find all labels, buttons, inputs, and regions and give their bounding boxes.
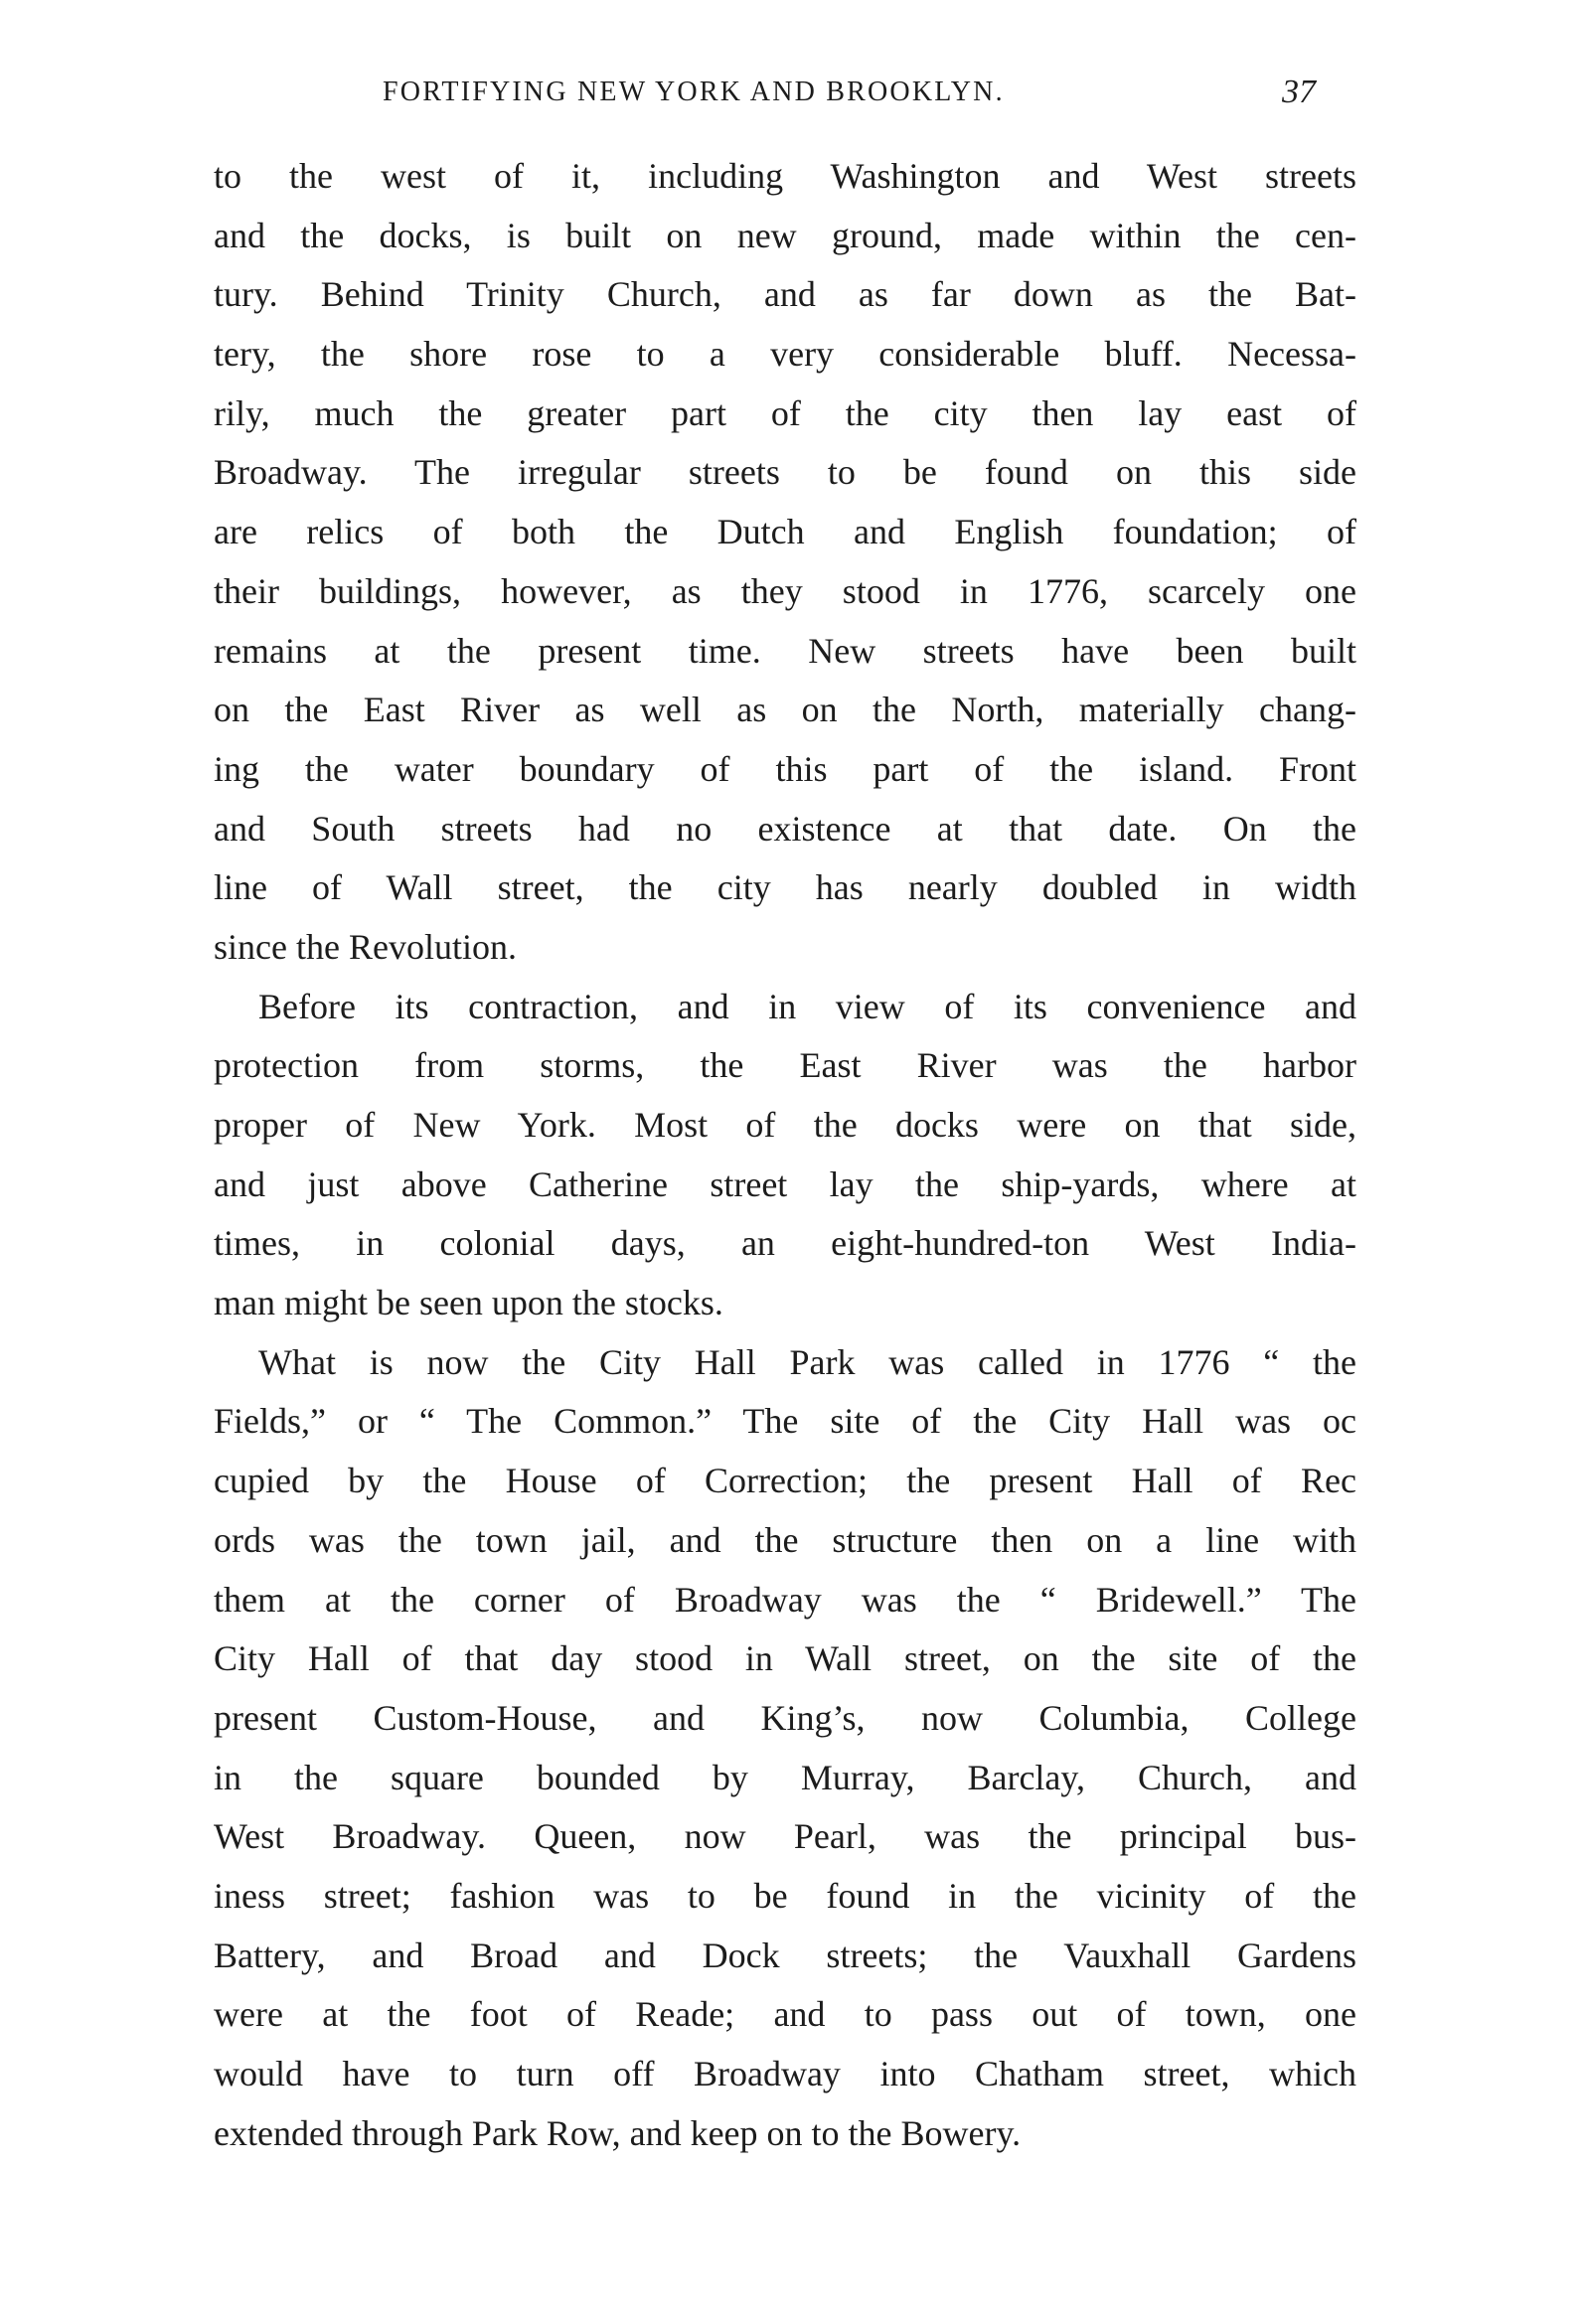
paragraph-1 [214, 147, 1356, 978]
text-line: protection from storms, the East River was the harbor [214, 1045, 1356, 1086]
text-line: their buildings, however, as they stood in 1776, scarcely one [214, 570, 1356, 611]
text-line: on the East River as well as on the North, materially chang- [214, 690, 1356, 730]
page-number: 37 [1282, 74, 1316, 110]
paragraph-3 [214, 1333, 1356, 2164]
text-line: and just above Catherine street lay the ship-yards, where at [214, 1163, 1356, 1204]
body-text [214, 147, 1356, 2163]
text-line: iness street; fashion was to be found in the vicinity of the [214, 1875, 1356, 1916]
text-line: would have to turn off Broadway into Chatham street, which [214, 2054, 1356, 2093]
text-line: extended through Park Row, and keep on to the Bowery. [214, 2112, 1022, 2153]
text-line: in the square bounded by Murray, Barclay, Church, and [214, 1757, 1356, 1797]
text-line: times, in colonial days, an eight-hundred-ton West India- [214, 1223, 1356, 1264]
text-line: West Broadway. Queen, now Pearl, was the principal bus- [214, 1816, 1356, 1857]
text-line: and South streets had no existence at that date. On the [214, 808, 1356, 849]
text-line: Fields,” or “ The Common.” The site of the City Hall was oc [214, 1401, 1356, 1442]
text-line: Broadway. The irregular streets to be found on this side [214, 452, 1356, 493]
paragraph-2 [214, 978, 1356, 1333]
text-line: Battery, and Broad and Dock streets; the Vauxhall Gardens [214, 1935, 1356, 1975]
text-line: proper of New York. Most of the docks were on that side, [214, 1105, 1356, 1145]
running-head [214, 68, 1356, 117]
text-line: are relics of both the Dutch and English foundation; of [214, 512, 1356, 552]
text-line: What is now the City Hall Park was called in 1776 “ the [258, 1341, 1356, 1382]
text-line: man might be seen upon the stocks. [214, 1283, 723, 1323]
text-line: and the docks, is built on new ground, made within the cen- [214, 215, 1356, 255]
text-line: to the west of it, including Washington and West streets [214, 156, 1356, 196]
text-line: line of Wall street, the city has nearly doubled in width [214, 867, 1356, 908]
text-line: them at the corner of Broadway was the “ Bridewell.” The [214, 1579, 1356, 1620]
text-line: Before its contraction, and in view of its convenience and [258, 986, 1356, 1026]
text-line: present Custom-House, and King’s, now Columbia, College [214, 1697, 1356, 1738]
text-line: ing the water boundary of this part of the island. Front [214, 748, 1356, 789]
text-line: rily, much the greater part of the city then lay east of [214, 392, 1356, 433]
text-line: remains at the present time. New streets have been built [214, 630, 1356, 671]
running-title: FORTIFYING NEW YORK AND BROOKLYN. [383, 77, 1005, 107]
text-line: cupied by the House of Correction; the present Hall of Rec [214, 1461, 1356, 1501]
text-line: were at the foot of Reade; and to pass out of town, one [214, 1994, 1356, 2035]
text-line: tury. Behind Trinity Church, and as far down as the Bat- [214, 274, 1356, 315]
text-line: since the Revolution. [214, 926, 517, 967]
text-line: City Hall of that day stood in Wall street, on the site of the [214, 1638, 1356, 1679]
text-line: tery, the shore rose to a very considerable bluff. Necessa- [214, 334, 1356, 375]
text-line: ords was the town jail, and the structure then on a line with [214, 1519, 1356, 1560]
